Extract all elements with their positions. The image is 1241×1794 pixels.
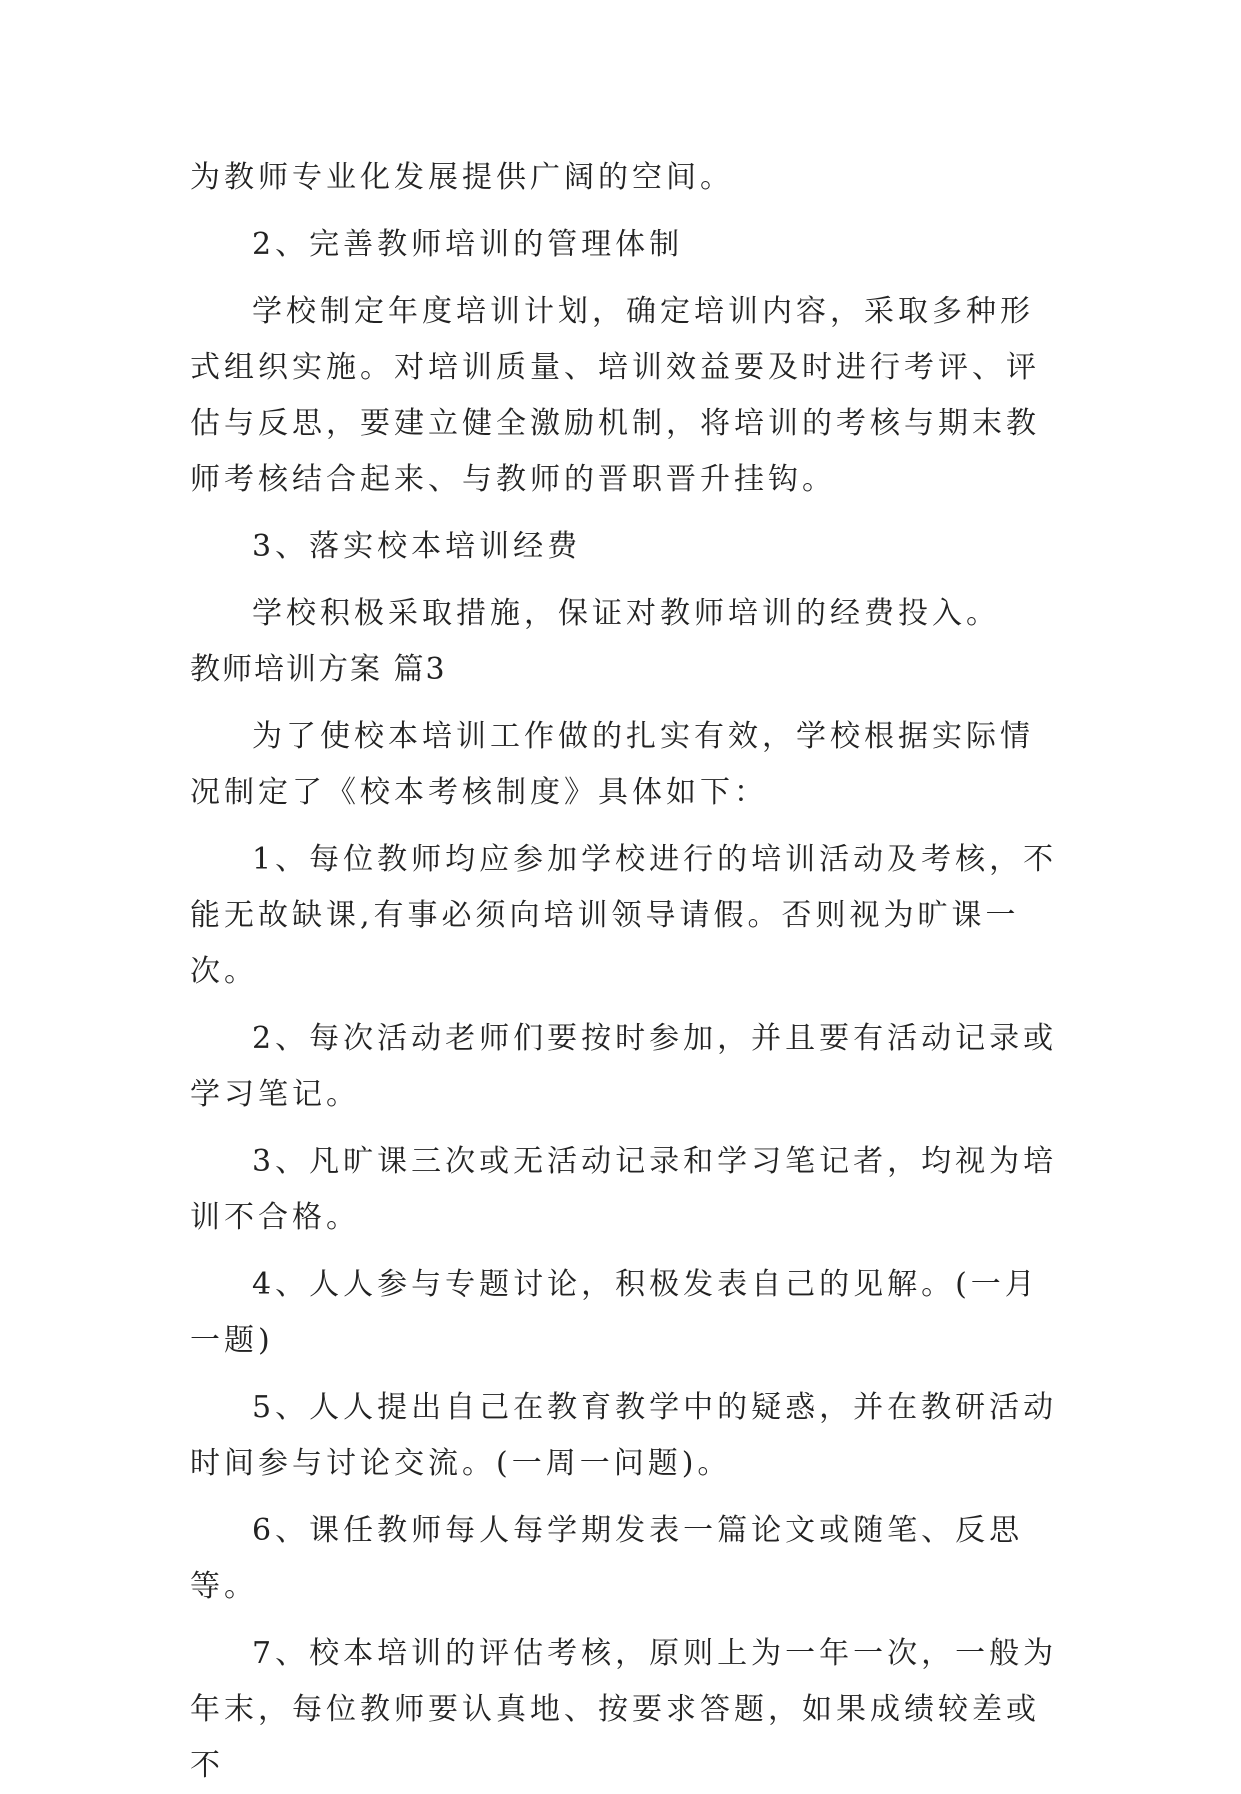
section-heading: 教师培训方案 篇3 bbox=[190, 652, 447, 687]
paragraph-6: 为了使校本培训工作做的扎实有效，学校根据实际情况制定了《校本考核制度》具体如下： bbox=[190, 719, 1034, 810]
paragraph-3: 学校制定年度培训计划，确定培训内容，采取多种形式组织实施。对培训质量、培训效益要及时进行考评、评估与反思，要建立健全激励机制，将培训的考核与期末教师考核结合起来、与教师的晋职晋升挂钩。 bbox=[190, 294, 1040, 497]
document-body bbox=[190, 150, 1060, 1794]
paragraph-4-subheading: 3、落实校本培训经费 bbox=[252, 529, 582, 564]
paragraph-7: 1、每位教师均应参加学校进行的培训活动及考核，不能无故缺课,有事必须向培训领导请假。否则视为旷课一次。 bbox=[190, 842, 1058, 989]
paragraph-1: 为教师专业化发展提供广阔的空间。 bbox=[190, 160, 734, 195]
paragraph-10: 4、人人参与专题讨论，积极发表自己的见解。(一月一题) bbox=[190, 1267, 1039, 1358]
paragraph-11: 5、人人提出自己在教育教学中的疑惑，并在教研活动时间参与讨论交流。(一周一问题)。 bbox=[190, 1390, 1058, 1481]
paragraph-13: 7、校本培训的评估考核，原则上为一年一次，一般为年末，每位教师要认真地、按要求答题，如果成绩较差或不 bbox=[190, 1636, 1058, 1783]
paragraph-9: 3、凡旷课三次或无活动记录和学习笔记者，均视为培训不合格。 bbox=[190, 1144, 1058, 1235]
paragraph-8: 2、每次活动老师们要按时参加，并且要有活动记录或学习笔记。 bbox=[190, 1021, 1058, 1112]
paragraph-5: 学校积极采取措施，保证对教师培训的经费投入。 bbox=[252, 596, 1000, 631]
paragraph-12: 6、课任教师每人每学期发表一篇论文或随笔、反思等。 bbox=[190, 1513, 1024, 1604]
paragraph-2-subheading: 2、完善教师培训的管理体制 bbox=[252, 227, 684, 262]
